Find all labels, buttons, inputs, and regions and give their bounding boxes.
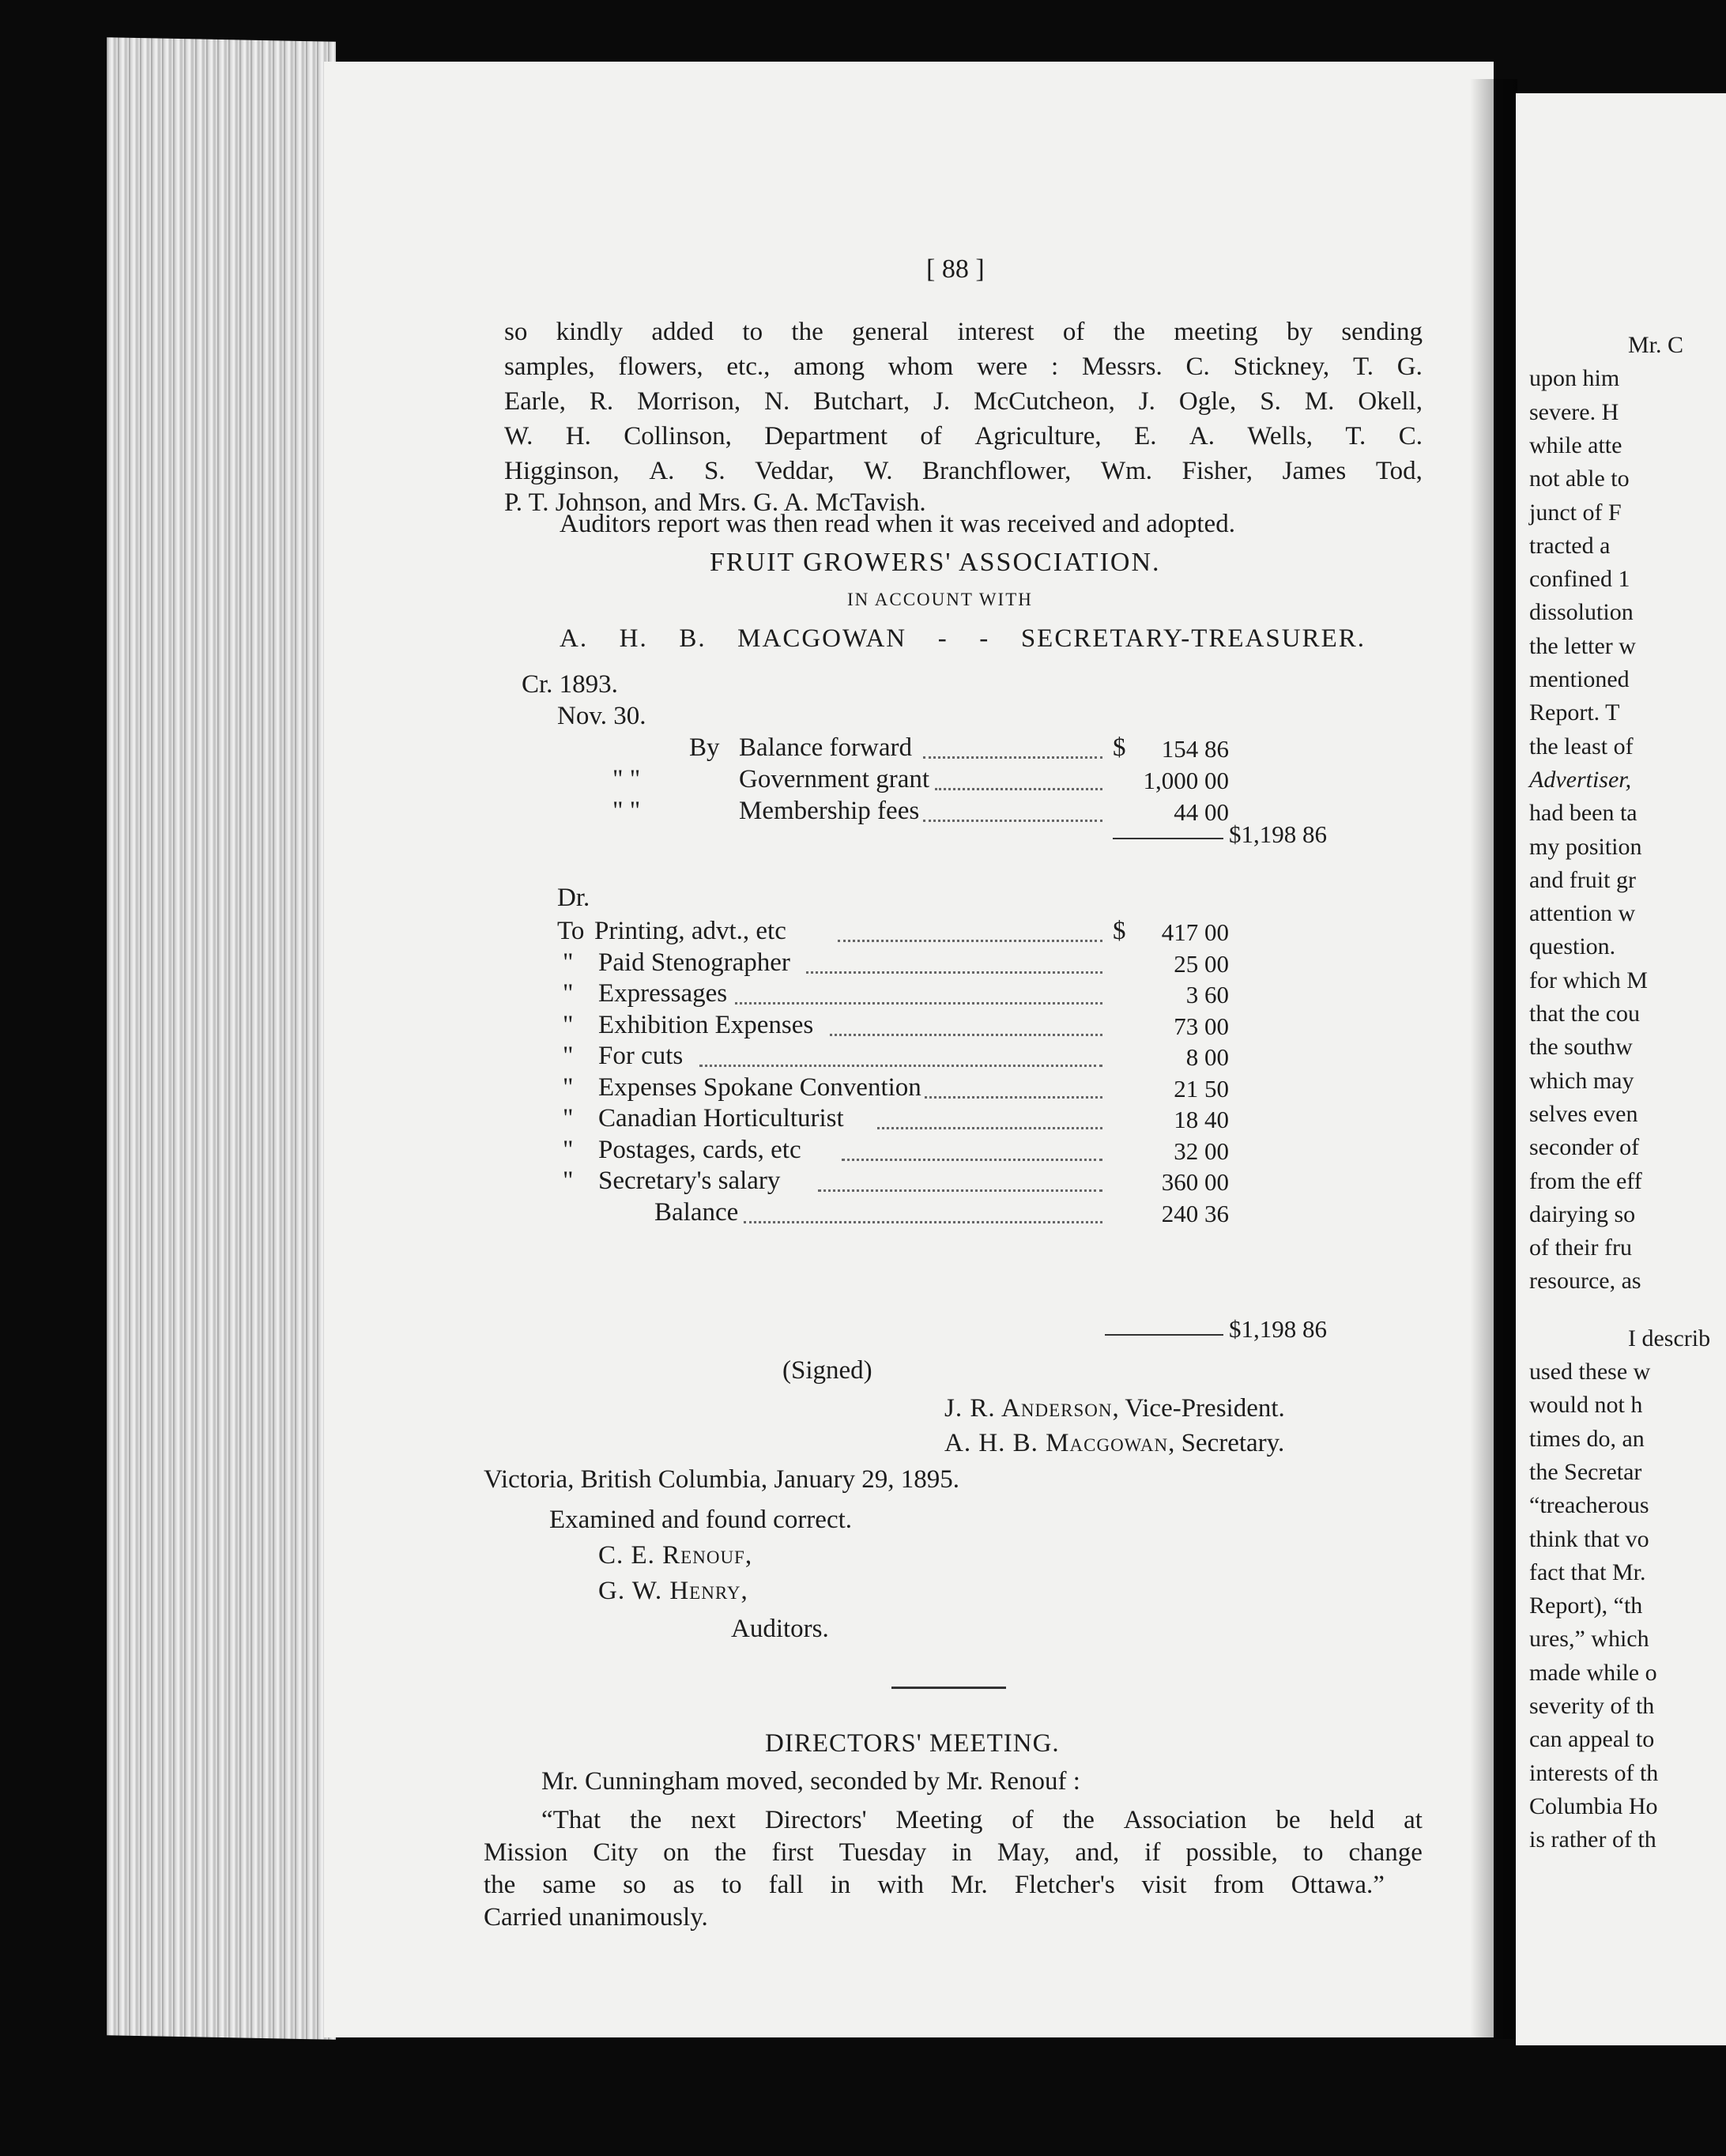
signatory-title: , Vice-President. bbox=[1112, 1394, 1285, 1423]
row-label: Government grant bbox=[739, 765, 930, 793]
resolution-line bbox=[484, 1871, 1385, 1900]
right-page-line: selves even bbox=[1529, 1100, 1638, 1127]
word: samples, bbox=[504, 352, 595, 381]
word: S. bbox=[1260, 387, 1281, 416]
right-page-line: severe. H bbox=[1529, 398, 1619, 425]
word: H. bbox=[565, 422, 591, 450]
row-prefix: " bbox=[563, 1072, 574, 1102]
place-date: Victoria, British Columbia, January 29, 1895. bbox=[484, 1465, 960, 1494]
word: SECRETARY-TREASURER. bbox=[1020, 624, 1366, 653]
right-page-line: “treacherous bbox=[1529, 1492, 1649, 1519]
motion-line: Mr. Cunningham moved, seconded by Mr. Renouf : bbox=[541, 1767, 1080, 1796]
word: City bbox=[593, 1838, 639, 1867]
page-number: [ 88 ] bbox=[926, 254, 985, 284]
signed-label: (Signed) bbox=[782, 1356, 872, 1385]
row-amount: 8 00 bbox=[1185, 1043, 1229, 1071]
row-label: Postages, cards, etc bbox=[598, 1135, 801, 1164]
row-prefix: " bbox=[563, 948, 574, 977]
right-page-line: the southw bbox=[1529, 1034, 1633, 1061]
word: Agriculture, bbox=[974, 422, 1102, 450]
word: W. bbox=[504, 422, 533, 450]
word: so bbox=[623, 1871, 646, 1899]
word: to bbox=[742, 318, 763, 346]
resolution-line: Carried unanimously. bbox=[484, 1903, 708, 1932]
word: interest bbox=[957, 318, 1034, 346]
row-amount: 44 00 bbox=[1174, 798, 1229, 826]
word: Collinson, bbox=[624, 422, 732, 450]
auditors-label: Auditors. bbox=[731, 1615, 829, 1643]
word: Wells, bbox=[1247, 422, 1313, 450]
row-amount: 154 86 bbox=[1161, 735, 1229, 763]
row-prefix: " bbox=[563, 1104, 574, 1133]
right-page-line: that the cou bbox=[1529, 1001, 1640, 1027]
word: Fletcher's bbox=[1014, 1871, 1115, 1899]
word: : bbox=[1051, 352, 1059, 381]
word: James bbox=[1282, 457, 1347, 485]
examined-line: Examined and found correct. bbox=[549, 1506, 853, 1534]
right-page-line: ures,” which bbox=[1529, 1626, 1649, 1653]
word: the bbox=[1113, 318, 1146, 346]
word: at bbox=[1404, 1806, 1423, 1834]
word: A. bbox=[649, 457, 675, 485]
word: fall bbox=[768, 1871, 804, 1899]
word: to bbox=[721, 1871, 742, 1899]
word: same bbox=[542, 1871, 597, 1899]
row-label: Expenses Spokane Convention bbox=[598, 1072, 921, 1102]
word: among bbox=[793, 352, 865, 381]
row-label: Canadian Horticulturist bbox=[598, 1104, 844, 1133]
word: W. bbox=[864, 457, 893, 485]
word: the bbox=[714, 1838, 747, 1867]
row-prefix: " bbox=[563, 1042, 574, 1070]
right-page-line: the Secretar bbox=[1529, 1458, 1642, 1485]
leader-dots bbox=[923, 756, 1102, 759]
word: “That bbox=[541, 1806, 601, 1834]
word: C. bbox=[1398, 422, 1423, 450]
right-page-line: had been ta bbox=[1529, 800, 1637, 827]
association-title: FRUIT GROWERS' ASSOCIATION. bbox=[710, 548, 1161, 577]
word: Stickney, bbox=[1233, 352, 1330, 381]
word: Department bbox=[764, 422, 888, 450]
row-prefix: To bbox=[557, 917, 585, 945]
word: Messrs. bbox=[1081, 352, 1163, 381]
dollar-sign: $ bbox=[1113, 733, 1126, 762]
row-label: Membership fees bbox=[739, 797, 920, 825]
word: general bbox=[852, 318, 929, 346]
word: to bbox=[1302, 1838, 1324, 1867]
word: MACGOWAN bbox=[737, 624, 907, 653]
right-page-line: used these w bbox=[1529, 1359, 1651, 1385]
word: so bbox=[504, 318, 528, 346]
right-page-line: not able to bbox=[1529, 466, 1630, 492]
word: E. bbox=[1134, 422, 1157, 450]
right-page-line: the least of bbox=[1529, 733, 1634, 760]
word: Meeting bbox=[895, 1806, 983, 1834]
gutter-shadow bbox=[1470, 79, 1517, 2039]
right-page-line: made while o bbox=[1529, 1659, 1657, 1686]
leader-dots bbox=[842, 1159, 1102, 1161]
word: of bbox=[1012, 1806, 1034, 1834]
word: Okell, bbox=[1358, 387, 1423, 416]
leader-dots bbox=[923, 820, 1102, 822]
right-page-line: interests of th bbox=[1529, 1759, 1659, 1786]
word: change bbox=[1348, 1838, 1423, 1867]
word: Directors' bbox=[764, 1806, 867, 1834]
word: of bbox=[1062, 318, 1085, 346]
word: added bbox=[651, 318, 714, 346]
word: G. bbox=[1396, 352, 1423, 381]
right-page bbox=[1516, 93, 1726, 2045]
word: Branchflower, bbox=[922, 457, 1072, 485]
debit-total: $1,198 86 bbox=[1229, 1315, 1327, 1343]
auditors-report-line: Auditors report was then read when it was received and adopted. bbox=[560, 510, 1235, 538]
word: in bbox=[952, 1838, 972, 1867]
row-prefix: " bbox=[563, 979, 574, 1008]
row-amount: 18 40 bbox=[1174, 1106, 1229, 1133]
word: from bbox=[1213, 1871, 1264, 1899]
word: next bbox=[691, 1806, 736, 1834]
word: possible, bbox=[1185, 1838, 1278, 1867]
word: the bbox=[629, 1806, 662, 1834]
word: Veddar, bbox=[755, 457, 835, 485]
row-amount: 73 00 bbox=[1174, 1012, 1229, 1040]
right-page-line: can appeal to bbox=[1529, 1726, 1655, 1753]
word: M. bbox=[1304, 387, 1335, 416]
right-page-line: Report), “th bbox=[1529, 1592, 1643, 1619]
leader-dots bbox=[744, 1221, 1102, 1223]
word: Wm. bbox=[1100, 457, 1153, 485]
row-prefix: By bbox=[689, 733, 720, 762]
right-page-line: Columbia Ho bbox=[1529, 1792, 1658, 1819]
leader-dots bbox=[735, 1002, 1102, 1004]
word: Tuesday bbox=[839, 1838, 927, 1867]
word: of bbox=[920, 422, 942, 450]
auditor-name: C. E. Renouf, bbox=[598, 1541, 753, 1570]
word: Earle, bbox=[504, 387, 566, 416]
leader-dots bbox=[935, 788, 1102, 790]
word: T. bbox=[1352, 352, 1374, 381]
row-amount: 1,000 00 bbox=[1143, 767, 1229, 794]
leader-dots bbox=[818, 1189, 1102, 1192]
leader-dots bbox=[806, 971, 1102, 974]
right-page-line: question. bbox=[1529, 933, 1616, 960]
intro-line bbox=[504, 318, 1423, 347]
word: were bbox=[977, 352, 1028, 381]
credit-total: $1,198 86 bbox=[1229, 820, 1327, 848]
resolution-line bbox=[541, 1806, 1423, 1835]
row-prefix: " bbox=[563, 1010, 574, 1039]
word: meeting bbox=[1174, 318, 1258, 346]
row-label: Printing, advt., etc bbox=[594, 917, 786, 945]
row-prefix: " " bbox=[612, 765, 641, 793]
row-label: Expressages bbox=[598, 979, 728, 1008]
word: May, bbox=[997, 1838, 1050, 1867]
word: as bbox=[673, 1871, 695, 1899]
row-label: Balance forward bbox=[739, 733, 912, 762]
debit-total-rule bbox=[1105, 1334, 1223, 1336]
signatory-name: A. H. B. Macgowan bbox=[944, 1429, 1169, 1457]
row-amount: 3 60 bbox=[1185, 981, 1229, 1008]
word: first bbox=[771, 1838, 814, 1867]
word: C. bbox=[1185, 352, 1210, 381]
word: the bbox=[791, 318, 823, 346]
intro-line bbox=[504, 387, 1423, 416]
row-amount: 240 36 bbox=[1161, 1199, 1229, 1227]
row-amount: 21 50 bbox=[1174, 1074, 1229, 1102]
word: T. bbox=[1345, 422, 1366, 450]
account-holder bbox=[560, 624, 1366, 654]
in-account-with: IN ACCOUNT WITH bbox=[847, 590, 1033, 609]
word: be bbox=[1276, 1806, 1301, 1834]
word: R. bbox=[589, 387, 614, 416]
right-page-line: tracted a bbox=[1529, 532, 1611, 559]
word: by bbox=[1287, 318, 1313, 346]
row-prefix: " " bbox=[612, 797, 641, 825]
row-amount: 32 00 bbox=[1174, 1136, 1229, 1165]
word: McCutcheon, bbox=[974, 387, 1115, 416]
signatory-name: J. R. Anderson bbox=[944, 1394, 1113, 1423]
signatory-title: , Secretary. bbox=[1168, 1429, 1285, 1457]
credit-heading: Cr. 1893. bbox=[522, 670, 618, 699]
right-page-line: I describ bbox=[1628, 1325, 1711, 1351]
intro-line bbox=[504, 457, 1423, 486]
row-label: Secretary's salary bbox=[598, 1167, 781, 1195]
word: the bbox=[1062, 1806, 1095, 1834]
right-page-line: from the eff bbox=[1529, 1167, 1642, 1194]
row-prefix: " bbox=[563, 1167, 574, 1195]
intro-line bbox=[504, 422, 1423, 451]
leader-dots bbox=[925, 1096, 1102, 1099]
word: whom bbox=[887, 352, 954, 381]
leader-dots bbox=[699, 1065, 1102, 1067]
word: A. bbox=[1189, 422, 1215, 450]
leader-dots bbox=[838, 940, 1102, 942]
intro-line: P. T. Johnson, and Mrs. G. A. McTavish. bbox=[504, 488, 926, 517]
word: in bbox=[830, 1871, 851, 1899]
right-page-line: Mr. C bbox=[1628, 332, 1684, 358]
right-page-line: junct of F bbox=[1529, 499, 1622, 526]
right-page-line: upon him bbox=[1529, 365, 1620, 392]
debit-heading: Dr. bbox=[557, 884, 590, 912]
row-label: Paid Stenographer bbox=[598, 948, 790, 977]
right-page-line: while atte bbox=[1529, 432, 1622, 458]
word: kindly bbox=[556, 318, 623, 346]
word: Morrison, bbox=[637, 387, 741, 416]
word: if bbox=[1144, 1838, 1161, 1867]
row-amount: 25 00 bbox=[1174, 949, 1229, 978]
word: Butchart, bbox=[813, 387, 910, 416]
word: flowers, bbox=[618, 352, 703, 381]
credit-total-rule bbox=[1113, 838, 1223, 839]
dollar-sign: $ bbox=[1113, 917, 1126, 945]
right-page-line: dissolution bbox=[1529, 599, 1634, 626]
leader-dots bbox=[830, 1034, 1102, 1036]
leader-dots bbox=[877, 1127, 1102, 1129]
row-prefix: " bbox=[563, 1135, 574, 1164]
word: Ottawa.” bbox=[1291, 1871, 1385, 1899]
word: Mr. bbox=[950, 1871, 988, 1899]
right-page-line: dairying so bbox=[1529, 1200, 1636, 1227]
word: N. bbox=[764, 387, 790, 416]
word: J. bbox=[1138, 387, 1155, 416]
credit-date: Nov. 30. bbox=[557, 702, 646, 730]
right-page-line: think that vo bbox=[1529, 1525, 1649, 1552]
right-page-line: my position bbox=[1529, 833, 1642, 860]
right-page-line: would not h bbox=[1529, 1392, 1643, 1419]
word: - bbox=[937, 624, 948, 653]
word: - bbox=[979, 624, 990, 653]
row-amount: 360 00 bbox=[1161, 1168, 1229, 1196]
word: Fisher, bbox=[1181, 457, 1253, 485]
right-page-line: mentioned bbox=[1529, 666, 1630, 692]
right-page-line: times do, an bbox=[1529, 1425, 1645, 1452]
directors-meeting-title: DIRECTORS' MEETING. bbox=[765, 1729, 1060, 1758]
right-page-line: is rather of th bbox=[1529, 1826, 1656, 1853]
word: with bbox=[877, 1871, 924, 1899]
right-page-line: severity of th bbox=[1529, 1693, 1655, 1719]
word: Tod, bbox=[1375, 457, 1423, 485]
right-page-line: seconder of bbox=[1529, 1134, 1640, 1161]
section-divider bbox=[891, 1687, 1006, 1689]
word: on bbox=[663, 1838, 690, 1867]
resolution-line bbox=[484, 1838, 1423, 1868]
word: S. bbox=[703, 457, 725, 485]
intro-line bbox=[504, 352, 1423, 382]
word: J. bbox=[933, 387, 951, 416]
word: A. bbox=[560, 624, 589, 653]
word: and, bbox=[1075, 1838, 1120, 1867]
right-page-line: Report. T bbox=[1529, 699, 1620, 726]
right-page-line: Advertiser, bbox=[1529, 766, 1632, 793]
right-page-line: attention w bbox=[1529, 900, 1636, 927]
right-page-line: the letter w bbox=[1529, 632, 1636, 659]
right-page-line: confined 1 bbox=[1529, 566, 1630, 593]
word: sending bbox=[1341, 318, 1423, 346]
row-amount: 417 00 bbox=[1161, 918, 1229, 946]
signatory-secretary bbox=[944, 1429, 1284, 1458]
right-page-line: which may bbox=[1529, 1067, 1634, 1094]
word: Mission bbox=[484, 1838, 568, 1867]
right-page-line: and fruit gr bbox=[1529, 866, 1636, 893]
row-label: Exhibition Expenses bbox=[598, 1010, 814, 1039]
word: visit bbox=[1141, 1871, 1187, 1899]
right-page-line: resource, as bbox=[1529, 1268, 1641, 1295]
right-page-line: for which M bbox=[1529, 967, 1648, 993]
word: held bbox=[1329, 1806, 1375, 1834]
word: H. bbox=[619, 624, 648, 653]
word: Higginson, bbox=[504, 457, 620, 485]
auditor-name: G. W. Henry, bbox=[598, 1577, 748, 1605]
right-page-line: fact that Mr. bbox=[1529, 1559, 1646, 1585]
word: Ogle, bbox=[1178, 387, 1237, 416]
right-page-line: of their fru bbox=[1529, 1234, 1632, 1261]
word: B. bbox=[679, 624, 707, 653]
signatory-vice-president bbox=[944, 1394, 1285, 1423]
row-label: Balance bbox=[654, 1197, 739, 1227]
row-label: For cuts bbox=[598, 1042, 684, 1070]
word: Association bbox=[1123, 1806, 1247, 1834]
word: etc., bbox=[726, 352, 771, 381]
word: the bbox=[484, 1871, 516, 1899]
book-page-edges bbox=[107, 37, 336, 2040]
